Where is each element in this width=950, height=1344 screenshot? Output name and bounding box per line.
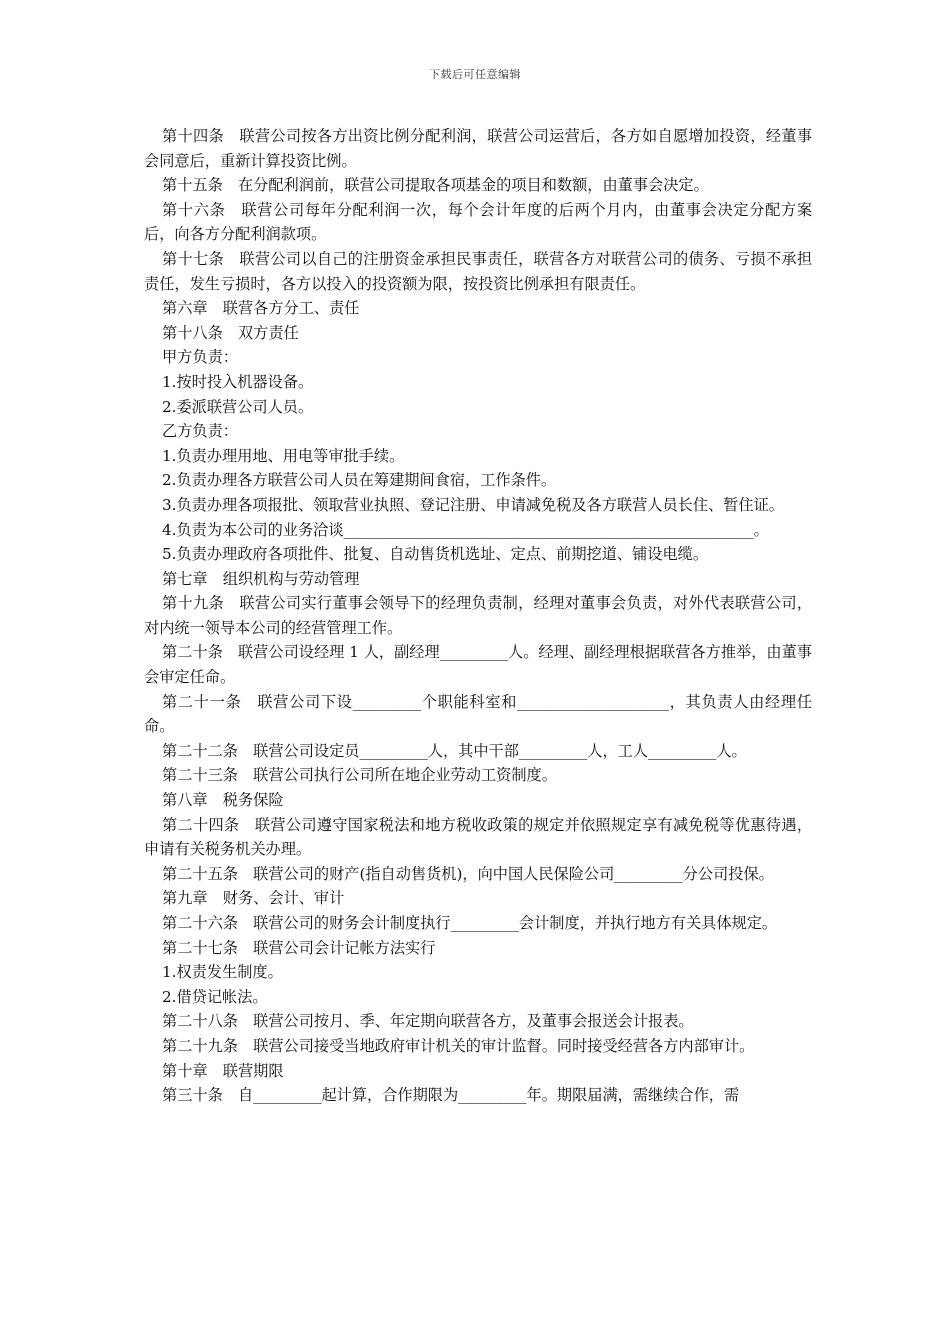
article-27: 第二十七条 联营公司会计记帐方法实行 bbox=[162, 938, 436, 957]
article-28: 第二十八条 联营公司按月、季、年定期向联营各方，及董事会报送会计报表。 bbox=[162, 1012, 694, 1031]
article-30: 第三十条 自_________起计算，合作期限为_________年。期限届满，需继续合作，需 bbox=[162, 1086, 740, 1105]
party-a-item-1: 1.按时投入机器设备。 bbox=[162, 372, 314, 391]
chapter-9-heading: 第九章 财务、会计、审计 bbox=[162, 889, 345, 908]
article-24: 第二十四条 联营公司遵守国家税法和地方税收政策的规定并依照规定享有减免税等优惠待遇，申请有关税务机关办理。 bbox=[144, 815, 812, 859]
article-16: 第十六条 联营公司每年分配利润一次，每个会计年度的后两个月内，由董事会决定分配方案后，向各方分配利润款项。 bbox=[144, 200, 812, 244]
party-a-heading: 甲方负责： bbox=[162, 348, 238, 367]
article-22: 第二十二条 联营公司设定员_________人，其中干部_________人，工人_________人。 bbox=[162, 741, 747, 760]
party-b-item-5: 5.负责办理政府各项批件、批复、自动售货机选址、定点、前期挖道、铺设电缆。 bbox=[162, 545, 709, 564]
party-a-item-2: 2.委派联营公司人员。 bbox=[162, 397, 314, 416]
article-17: 第十七条 联营公司以自己的注册资金承担民事责任，联营各方对联营公司的债务、亏损不承担责任，发生亏损时，各方以投入的投资额为限，按投资比例承担有限责任。 bbox=[144, 249, 812, 293]
chapter-10-heading: 第十章 联营期限 bbox=[162, 1061, 284, 1080]
party-b-item-2: 2.负责办理各方联营公司人员在筹建期间食宿，工作条件。 bbox=[162, 471, 557, 490]
article-23: 第二十三条 联营公司执行公司所在地企业劳动工资制度。 bbox=[162, 766, 557, 785]
article-18: 第十八条 双方责任 bbox=[162, 323, 299, 342]
article-29: 第二十九条 联营公司接受当地政府审计机关的审计监督。同时接受经营各方内部审计。 bbox=[162, 1036, 755, 1055]
article-15: 第十五条 在分配利润前，联营公司提取各项基金的项目和数额，由董事会决定。 bbox=[162, 176, 709, 195]
article-14: 第十四条 联营公司按各方出资比例分配利润，联营公司运营后，各方如自愿增加投资，经董事会同意后，重新计算投资比例。 bbox=[144, 127, 812, 170]
chapter-7-heading: 第七章 组织机构与劳动管理 bbox=[162, 569, 360, 588]
party-b-item-3: 3.负责办理各项报批、领取营业执照、登记注册、申请减免税及各方联营人员长住、暂住证。 bbox=[162, 495, 784, 514]
article-20: 第二十条 联营公司设经理 1 人，副经理_________人。经理、副经理根据联营各方推举，由董事会审定任命。 bbox=[144, 643, 812, 687]
party-b-heading: 乙方负责： bbox=[162, 422, 238, 441]
article-27-item-2: 2.借贷记帐法。 bbox=[162, 987, 268, 1006]
party-b-item-4: 4.负责为本公司的业务洽谈______________________________________________________。 bbox=[162, 520, 769, 539]
article-25: 第二十五条 联营公司的财产(指自动售货机)，向中国人民保险公司_________分公司投保。 bbox=[162, 864, 774, 883]
article-19: 第十九条 联营公司实行董事会领导下的经理负责制，经理对董事会负责，对外代表联营公司，对内统一领导本公司的经营管理工作。 bbox=[144, 594, 812, 637]
document-body bbox=[144, 124, 812, 1108]
chapter-8-heading: 第八章 税务保险 bbox=[162, 791, 284, 810]
page-header: 下载后可任意编辑 bbox=[429, 68, 521, 81]
chapter-6-heading: 第六章 联营各方分工、责任 bbox=[162, 299, 360, 318]
party-b-item-1: 1.负责办理用地、用电等审批手续。 bbox=[162, 446, 405, 465]
article-21: 第二十一条 联营公司下设_________个职能科室和____________________，其负责人由经理任命。 bbox=[144, 692, 812, 736]
article-27-item-1: 1.权责发生制度。 bbox=[162, 963, 283, 982]
article-26: 第二十六条 联营公司的财务会计制度执行_________会计制度，并执行地方有关具体规定。 bbox=[162, 914, 778, 932]
